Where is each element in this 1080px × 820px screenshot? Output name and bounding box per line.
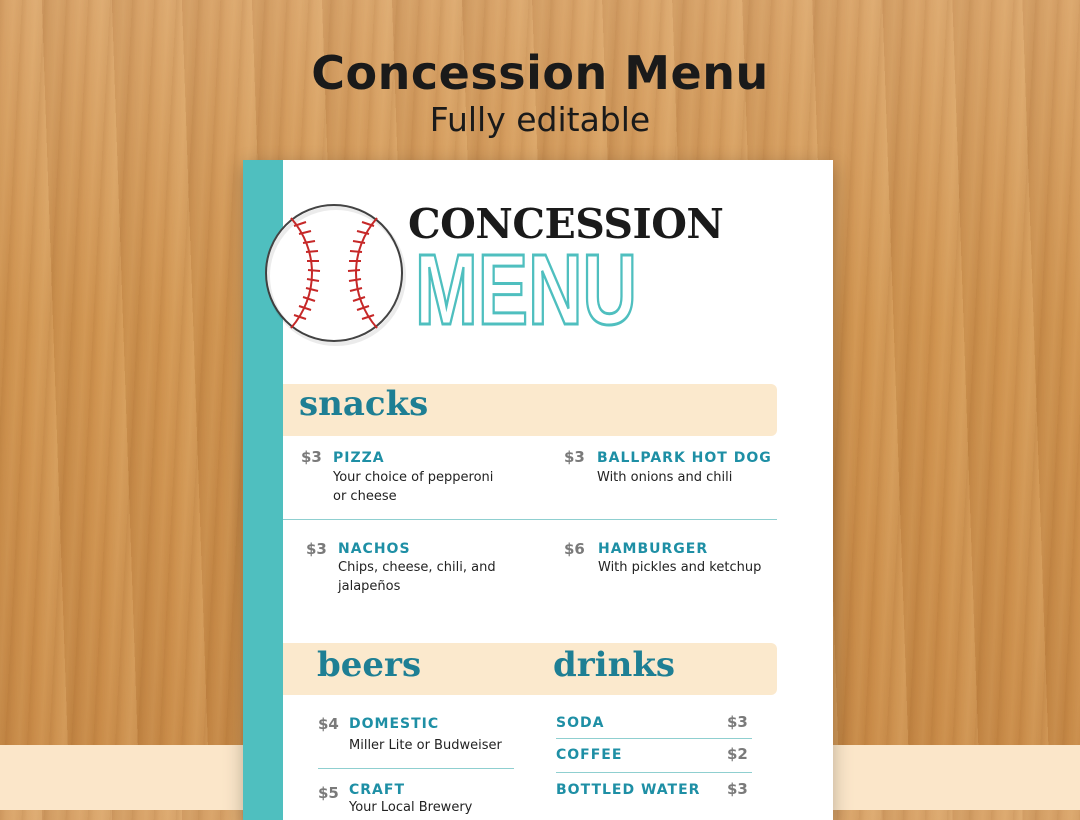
- item-description: Chips, cheese, chili, and jalapeños: [338, 560, 496, 594]
- item-description: Your choice of pepperoni or cheese: [333, 470, 494, 504]
- item-name: HAMBURGER: [598, 541, 709, 557]
- item-price: $3: [727, 780, 748, 798]
- item-name: CRAFT: [349, 782, 406, 798]
- beers-heading: beers: [317, 645, 422, 685]
- item-name: PIZZA: [333, 450, 385, 466]
- item-price: $4: [318, 715, 339, 733]
- item-price: $3: [564, 448, 585, 466]
- svg-text:MENU: MENU: [415, 234, 637, 346]
- item-description: With onions and chili: [597, 470, 733, 485]
- promo-title: Concession Menu: [311, 46, 769, 100]
- item-price: $6: [564, 540, 585, 558]
- menu-title-line1: CONCESSION: [408, 200, 724, 248]
- item-name: BOTTLED WATER: [556, 782, 701, 798]
- item-price: $2: [727, 745, 748, 763]
- drinks-heading: drinks: [553, 645, 676, 685]
- item-description: Miller Lite or Budweiser: [349, 738, 502, 753]
- item-description: Your Local Brewery: [349, 800, 473, 815]
- divider: [556, 772, 752, 773]
- item-price: $3: [727, 713, 748, 731]
- item-name: SODA: [556, 715, 605, 731]
- item-description: With pickles and ketchup: [598, 560, 762, 575]
- baseball-icon: [261, 200, 407, 346]
- menu-sheet: [243, 160, 833, 820]
- divider: [318, 768, 514, 769]
- item-name: COFFEE: [556, 747, 623, 763]
- item-price: $5: [318, 784, 339, 802]
- item-price: $3: [306, 540, 327, 558]
- promo-subtitle: Fully editable: [429, 100, 651, 139]
- snacks-heading: snacks: [299, 384, 429, 424]
- item-price: $3: [301, 448, 322, 466]
- divider: [556, 738, 752, 739]
- item-name: DOMESTIC: [349, 716, 440, 732]
- menu-title-line2: [413, 234, 643, 346]
- item-name: BALLPARK HOT DOG: [597, 450, 772, 466]
- divider: [283, 519, 777, 520]
- item-name: NACHOS: [338, 541, 411, 557]
